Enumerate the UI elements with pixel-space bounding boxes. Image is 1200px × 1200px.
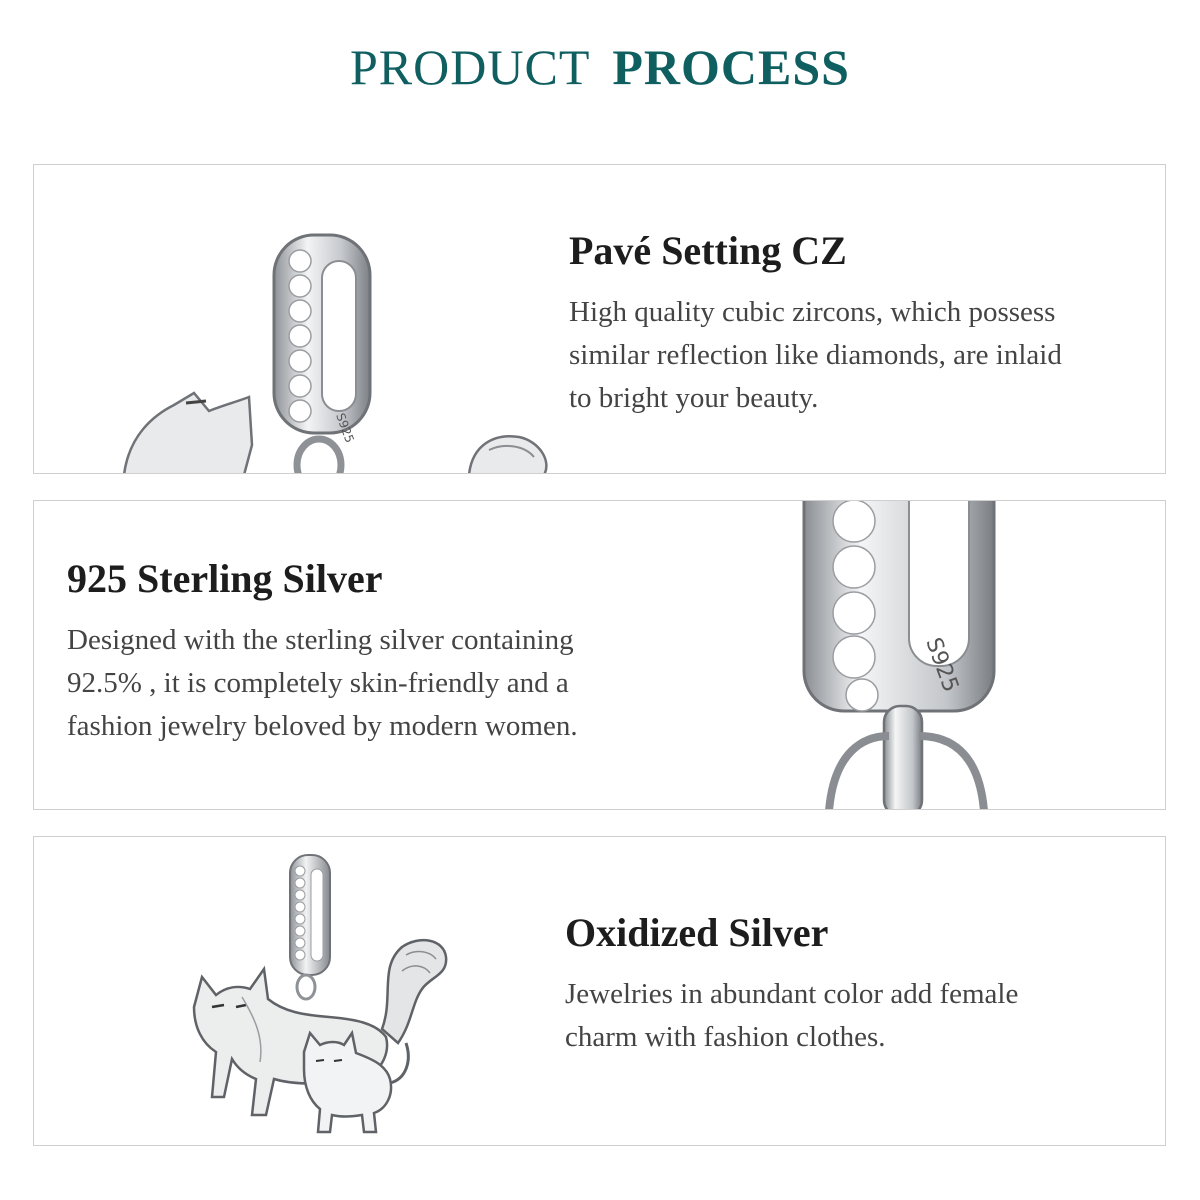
full-charm-image	[154, 847, 454, 1142]
feature-panel-silver	[33, 500, 1166, 810]
feature-title: 925 Sterling Silver	[67, 556, 383, 601]
engraving-text: S925	[920, 634, 963, 696]
feature-panel-oxidized	[33, 836, 1166, 1146]
feature-text-pave	[569, 225, 1139, 420]
feature-description: Jewelries in abundant color add female charm with fashion clothes.	[565, 978, 1019, 1053]
heading-light: PRODUCT	[350, 39, 591, 95]
feature-panel-pave	[33, 164, 1166, 474]
feature-title: Oxidized Silver	[565, 910, 829, 955]
feature-title: Pavé Setting CZ	[569, 228, 847, 273]
feature-description: High quality cubic zircons, which possess similar reflection like diamonds, are inlaid to bright your beauty.	[569, 296, 1062, 414]
engraving-text: S925	[333, 411, 357, 445]
feature-description: Designed with the sterling silver containing 92.5% , it is completely skin-friendly and a fashion jewelry beloved by modern women.	[67, 624, 578, 742]
feature-text-oxidized	[565, 907, 1135, 1059]
bail-closeup-image	[794, 501, 1034, 810]
charm-closeup-image	[74, 165, 554, 474]
heading-bold: PROCESS	[612, 39, 850, 95]
feature-text-silver	[67, 553, 667, 748]
page-heading	[0, 38, 1200, 96]
